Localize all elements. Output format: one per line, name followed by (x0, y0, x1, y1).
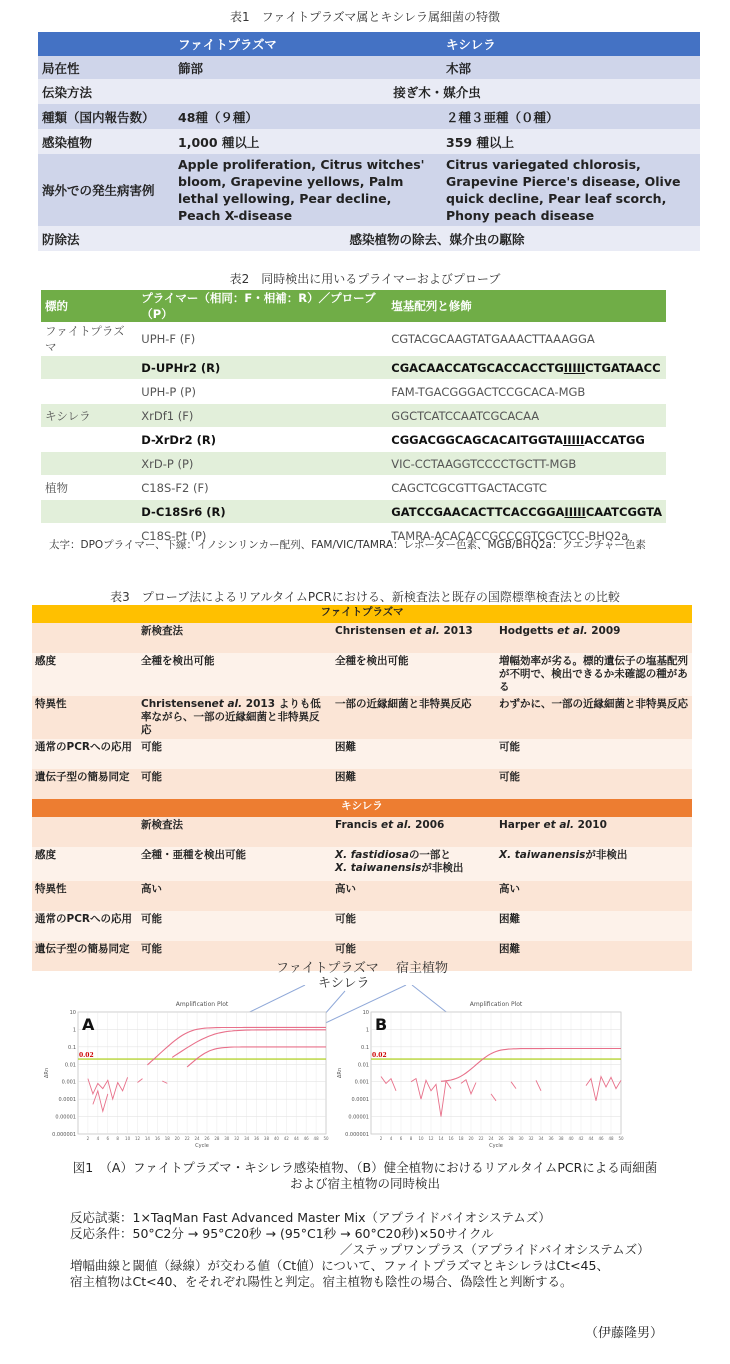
row-target: キシレラ (41, 404, 137, 428)
italic-text: X. fastidiosa (335, 849, 409, 861)
row-primer: XrDf1 (F) (137, 404, 387, 428)
x-tick-label: 20 (174, 1136, 180, 1141)
x-tick-label: 16 (448, 1136, 454, 1141)
row-cell (332, 847, 496, 881)
table2-header-seq: 塩基配列と修飾 (387, 290, 666, 323)
cell-text: 特異性 (35, 883, 67, 895)
cell-phyto: Apple proliferation, Citrus witches' bloom, Grapevine yellows, Palm lethal yellowing, Pear decline, Peach X-disease (174, 154, 442, 226)
cell-text: 可能 (335, 913, 356, 925)
x-tick-label: 8 (409, 1136, 413, 1141)
table-row (41, 500, 666, 524)
x-tick-label: 6 (399, 1136, 403, 1141)
row-primer: UPH-P (P) (137, 380, 387, 404)
row-cell (496, 847, 692, 881)
row-seq: CGTACGCAAGTATGAAACTTAAAGGA (387, 323, 666, 356)
cell-text: 感度 (35, 849, 56, 861)
cell-text: 全種を検出可能 (141, 655, 215, 667)
cell-text: 可能 (141, 943, 162, 955)
plot-title: Amplification Plot (469, 1001, 523, 1008)
table-row (32, 911, 692, 941)
x-tick-label: 36 (254, 1136, 260, 1141)
ref-etal: et al. (553, 625, 588, 637)
row-label (32, 847, 138, 881)
italic-text: X. taiwanensis (335, 862, 422, 874)
cell-text: Christensen (141, 698, 212, 710)
table-row (38, 56, 700, 79)
row-cell (496, 941, 692, 971)
x-tick-label: 36 (548, 1136, 554, 1141)
table1-caption: 表1 ファイトプラズマ属とキシレラ属細菌の特徴 (229, 10, 501, 24)
italic-text: et al. (211, 698, 243, 710)
cell-text: 可能 (499, 771, 520, 783)
row-primer: C18S-F2 (F) (137, 476, 387, 500)
cell-text: 通常のPCRへの応用 (35, 913, 132, 925)
x-tick-label: 30 (224, 1136, 230, 1141)
y-tick-label: 0.000001 (345, 1132, 369, 1138)
figure-caption-line1: 図1 （A）ファイトプラズマ・キシレラ感染植物、（B）健全植物におけるリアルタイムPCRによる両細菌 (72, 1160, 658, 1175)
table3-header-empty (32, 817, 138, 847)
row-seq: TAMRA-ACACACCGCCCGTCGCTCC-BHQ2a (387, 524, 666, 548)
threshold-label: 0.02 (79, 1052, 94, 1060)
table3-header-empty (32, 623, 138, 653)
cell-text: 2013 よりも低率ながら、一部の近縁細菌と非特異反応 (141, 698, 321, 736)
y-axis-label: ΔRn (44, 1067, 50, 1079)
row-target: 植物 (41, 476, 137, 500)
table1-header-empty (38, 32, 174, 56)
x-tick-label: 20 (468, 1136, 474, 1141)
cell-merged: 感染植物の除去、媒介虫の駆除 (174, 226, 700, 251)
table1-header-row (38, 32, 700, 56)
x-tick-label: 10 (125, 1136, 131, 1141)
table-row (41, 428, 666, 452)
italic-text: X. taiwanensis (499, 849, 586, 861)
row-target (41, 428, 137, 452)
row-cell (496, 881, 692, 911)
x-tick-label: 24 (488, 1136, 494, 1141)
desc-line: 宿主植物はCt<40、をそれぞれ陽性と判定。宿主植物も陰性の場合、偽陰性と判断する。 (70, 1274, 573, 1289)
y-tick-label: 0.000001 (52, 1132, 76, 1138)
table3 (32, 605, 692, 971)
row-cell (496, 911, 692, 941)
cell-phyto: 48種（９種） (174, 104, 442, 129)
x-tick-label: 8 (116, 1136, 119, 1141)
row-label: 伝染方法 (38, 79, 174, 104)
y-tick-label: 0.001 (61, 1079, 76, 1086)
table-row (41, 356, 666, 380)
row-label: 防除法 (38, 226, 174, 251)
cell-text: 高い (335, 883, 356, 895)
row-primer: D-UPHr2 (R) (137, 356, 387, 380)
table-row (38, 104, 700, 129)
x-tick-label: 40 (273, 1136, 279, 1141)
row-cell (496, 696, 692, 739)
row-label (32, 941, 138, 971)
row-seq: CAGCTCGCGTTGACTACGTC (387, 476, 666, 500)
table-row (41, 452, 666, 476)
x-tick-label: 30 (518, 1136, 524, 1141)
x-tick-label: 34 (538, 1136, 544, 1141)
cell-xylella: Citrus variegated chlorosis, Grapevine Pierce's disease, Olive quick decline, Pear leaf scorch, Phony peach disease (442, 154, 700, 226)
x-tick-label: 10 (418, 1136, 424, 1141)
table1-header-xylella: キシレラ (442, 32, 700, 56)
amplification-plot-a (40, 998, 330, 1148)
row-cell (138, 847, 332, 881)
amplification-plot-b (333, 998, 625, 1148)
row-cell (332, 739, 496, 769)
ref-author: Harper (499, 819, 540, 831)
row-cell (496, 739, 692, 769)
x-tick-label: 50 (618, 1136, 624, 1141)
table2-header-row (41, 290, 666, 323)
seq-part: CGGACGGCAGCACAITGGTA (391, 432, 563, 447)
y-tick-label: 10 (362, 1010, 369, 1016)
row-cell (332, 881, 496, 911)
cell-xylella: ２種３亜種（０種） (442, 104, 700, 129)
table-row (32, 881, 692, 911)
cell-text: 可能 (335, 943, 356, 955)
ref-year: 2010 (574, 819, 607, 831)
y-tick-label: 0.0001 (58, 1097, 76, 1104)
table2-note: 太字：DPOプライマー、下線：イノシンリンカー配列、FAM/VIC/TAMRA：レポーター色素、MGB/BHQ2a：クエンチャー色素 (49, 539, 646, 551)
seq-part: CAATCGGTA (585, 504, 662, 519)
y-tick-label: 0.1 (361, 1044, 369, 1051)
x-tick-label: 34 (244, 1136, 250, 1141)
plot-frame (371, 1012, 621, 1134)
ref-etal: et al. (377, 819, 412, 831)
x-tick-label: 42 (578, 1136, 584, 1141)
y-axis-label: ΔRn (337, 1067, 343, 1079)
table3-xylella-body (32, 847, 692, 971)
ref-year: 2013 (439, 625, 473, 637)
row-label (32, 696, 138, 739)
row-seq: FAM-TGACGGGACTCCGCACA-MGB (387, 380, 666, 404)
row-cell (138, 653, 332, 696)
row-cell (138, 881, 332, 911)
table2-header-primer: プライマー（相同：F・相補：R）／プローブ（P） (137, 290, 387, 323)
ref-etal: et al. (539, 819, 574, 831)
row-cell (332, 769, 496, 799)
y-tick-label: 1 (72, 1027, 76, 1034)
row-cell (138, 739, 332, 769)
x-tick-label: 48 (608, 1136, 614, 1141)
x-tick-label: 38 (558, 1136, 564, 1141)
row-cell (138, 769, 332, 799)
row-target: ファイトプラズマ (41, 323, 137, 356)
row-primer: D-C18Sr6 (R) (137, 500, 387, 524)
x-tick-label: 40 (568, 1136, 574, 1141)
cell-text: わずかに、一部の近縁細菌と非特異反応 (499, 698, 688, 710)
row-target (41, 452, 137, 476)
cell-text: 増幅効率が劣る。標的遺伝子の塩基配列が不明で、検出できるか未確認の種がある (499, 655, 688, 693)
row-cell (332, 653, 496, 696)
row-cell (138, 911, 332, 941)
table2-caption: 表2 同時検出に用いるプライマーおよびプローブ (229, 272, 501, 286)
y-tick-label: 0.1 (68, 1044, 76, 1051)
cell-text: 可能 (141, 741, 162, 753)
x-tick-label: 38 (263, 1136, 270, 1141)
x-tick-label: 28 (214, 1136, 220, 1141)
table3-phyto-body (32, 653, 692, 799)
cell-text: の一部と (408, 849, 451, 861)
table-row (32, 847, 692, 881)
seq-part: CTGATAACC (585, 360, 661, 375)
cell-phyto: 篩部 (174, 56, 442, 79)
table-row (38, 79, 700, 104)
cell-text: 困難 (499, 913, 520, 925)
table-row (41, 404, 666, 428)
ref-etal: et al. (405, 625, 440, 637)
table3-phyto-title: ファイトプラズマ (32, 605, 692, 623)
y-tick-label: 0.01 (64, 1062, 76, 1069)
cell-text: が非検出 (421, 862, 464, 874)
row-seq (387, 428, 666, 452)
table3-xylella-title-row (32, 799, 692, 817)
x-tick-label: 24 (194, 1136, 200, 1141)
x-tick-label: 12 (428, 1136, 434, 1141)
seq-part: ACCATGG (584, 432, 645, 447)
cell-text: 可能 (141, 771, 162, 783)
table-row (32, 769, 692, 799)
x-tick-label: 6 (106, 1136, 110, 1141)
row-label: 局在性 (38, 56, 174, 79)
x-tick-label: 26 (204, 1136, 210, 1141)
cell-text: 特異性 (35, 698, 67, 710)
row-label: 海外での発生病害例 (38, 154, 174, 226)
table3-xylella-title: キシレラ (32, 799, 692, 817)
x-tick-label: 42 (283, 1136, 289, 1141)
cell-text: 可能 (499, 741, 520, 753)
cell-text: 全種・亜種を検出可能 (141, 849, 246, 861)
legend-phyto: ファイトプラズマ (276, 961, 379, 976)
plot-title: Amplification Plot (175, 1001, 229, 1008)
row-label (32, 739, 138, 769)
x-tick-label: 44 (293, 1136, 299, 1141)
cell-text: 遺伝子型の簡易同定 (35, 943, 130, 955)
table-row (41, 323, 666, 356)
x-tick-label: 22 (184, 1136, 190, 1141)
inosine-linker: IIIII (562, 432, 585, 447)
row-label: 種類（国内報告数） (38, 104, 174, 129)
ref-year: 2009 (587, 625, 621, 637)
row-target (41, 500, 137, 524)
panel-label: A (82, 1015, 95, 1034)
x-tick-label: 18 (164, 1136, 170, 1141)
row-target (41, 356, 137, 380)
x-axis-label: Cycle (195, 1143, 209, 1148)
row-seq: GGCTCATCCAATCGCACAA (387, 404, 666, 428)
x-tick-label: 46 (303, 1136, 309, 1141)
ref-author: Francis (335, 819, 378, 831)
threshold-label: 0.02 (372, 1052, 387, 1060)
ref-author: Hodgetts (499, 625, 554, 637)
cell-merged: 接ぎ木・媒介虫 (174, 79, 700, 104)
row-primer: D-XrDr2 (R) (137, 428, 387, 452)
figure-caption-line2: および宿主植物の同時検出 (289, 1176, 440, 1191)
row-cell (332, 911, 496, 941)
x-tick-label: 28 (508, 1136, 514, 1141)
row-label (32, 769, 138, 799)
table1 (38, 32, 700, 251)
x-tick-label: 32 (528, 1136, 534, 1141)
cell-text: 可能 (141, 913, 162, 925)
row-target (41, 380, 137, 404)
cell-text: 困難 (335, 741, 356, 753)
x-tick-label: 14 (144, 1136, 150, 1141)
x-tick-label: 16 (154, 1136, 160, 1141)
cell-text: 高い (141, 883, 162, 895)
y-tick-label: 10 (69, 1010, 76, 1016)
x-tick-label: 46 (598, 1136, 604, 1141)
cell-text: 全種を検出可能 (335, 655, 409, 667)
table-row (38, 154, 700, 226)
desc-line: 反応条件：50°C2分 → 95°C20秒 → (95°C1秒 → 60°C20秒)×50サイクル (70, 1226, 494, 1241)
y-tick-label: 0.0001 (351, 1097, 369, 1104)
table-row (41, 380, 666, 404)
cell-phyto: 1,000 種以上 (174, 129, 442, 154)
cell-text: 遺伝子型の簡易同定 (35, 771, 130, 783)
ref-year: 2006 (411, 819, 445, 831)
x-tick-label: 14 (438, 1136, 444, 1141)
row-seq (387, 356, 666, 380)
row-cell (332, 696, 496, 739)
y-tick-label: 0.001 (354, 1079, 369, 1086)
x-tick-label: 44 (588, 1136, 594, 1141)
row-seq: VIC-CCTAAGGTCCCCTGCTT-MGB (387, 452, 666, 476)
x-tick-label: 12 (134, 1136, 141, 1141)
x-tick-label: 50 (323, 1136, 329, 1141)
row-cell (496, 653, 692, 696)
x-tick-label: 4 (96, 1136, 100, 1141)
row-label (32, 881, 138, 911)
cell-text: 困難 (335, 771, 356, 783)
cell-xylella: 木部 (442, 56, 700, 79)
x-tick-label: 48 (313, 1136, 319, 1141)
table3-header-ref1 (332, 623, 496, 653)
ref-author: Christensen (335, 625, 406, 637)
table3-phyto-title-row (32, 605, 692, 623)
x-axis-label: Cycle (489, 1143, 503, 1148)
table-row (32, 739, 692, 769)
row-primer: UPH-F (F) (137, 323, 387, 356)
inosine-linker: IIIII (563, 360, 586, 375)
panel-label: B (375, 1015, 388, 1034)
row-primer: XrD-P (P) (137, 452, 387, 476)
row-label: 感染植物 (38, 129, 174, 154)
seq-part: GATCCGAACACTTCACCGGA (391, 504, 565, 519)
table2-header-target: 標的 (41, 290, 137, 323)
y-tick-label: 0.00001 (55, 1114, 76, 1121)
desc-line: ／ステップワンプラス（アプライドバイオシステムズ） (340, 1242, 650, 1257)
table-row (38, 129, 700, 154)
cell-text: 一部の近縁細菌と非特異反応 (335, 698, 472, 710)
cell-text: 感度 (35, 655, 56, 667)
x-tick-label: 2 (379, 1136, 383, 1141)
row-cell (138, 696, 332, 739)
x-tick-label: 18 (458, 1136, 464, 1141)
row-cell (496, 769, 692, 799)
cell-text: が非検出 (585, 849, 628, 861)
table3-header-ref2 (496, 817, 692, 847)
desc-line: 増幅曲線と閾値（緑線）が交わる値（Ct値）について、ファイトプラズマとキシレラはCt<45、 (70, 1258, 609, 1273)
desc-line: 反応試薬：1×TaqMan Fast Advanced Master Mix（アプライドバイオシステムズ） (70, 1210, 551, 1225)
x-tick-label: 26 (498, 1136, 504, 1141)
table3-header-ref2 (496, 623, 692, 653)
y-tick-label: 1 (365, 1027, 369, 1034)
x-tick-label: 32 (234, 1136, 240, 1141)
table2 (41, 290, 666, 548)
seq-part: CGACAACCATGCACCACCTG (391, 360, 564, 375)
table3-caption: 表3 プローブ法によるリアルタイムPCRにおける、新検査法と既存の国際標準検査法との比較 (110, 590, 620, 604)
row-primer: C18S-Pt (P) (137, 524, 387, 548)
inosine-linker: IIIII (564, 504, 586, 519)
row-label (32, 653, 138, 696)
cell-text: 通常のPCRへの応用 (35, 741, 132, 753)
y-tick-label: 0.01 (357, 1062, 369, 1069)
table3-header-new: 新検査法 (138, 623, 332, 653)
table-row (38, 226, 700, 251)
table-row (32, 696, 692, 739)
table3-phyto-header-row (32, 623, 692, 653)
row-label (32, 911, 138, 941)
legend-host: 宿主植物 (396, 961, 449, 976)
table3-xylella-header-row (32, 817, 692, 847)
x-tick-label: 2 (86, 1136, 90, 1141)
cell-text: 困難 (499, 943, 520, 955)
table-row (32, 653, 692, 696)
x-tick-label: 22 (478, 1136, 484, 1141)
row-seq (387, 500, 666, 524)
author: （伊藤隆男） (585, 1326, 664, 1341)
cell-text: 高い (499, 883, 520, 895)
table3-header-new: 新検査法 (138, 817, 332, 847)
cell-xylella: 359 種以上 (442, 129, 700, 154)
x-tick-label: 4 (389, 1136, 393, 1141)
y-tick-label: 0.00001 (348, 1114, 369, 1121)
table-row (41, 476, 666, 500)
table3-header-ref1 (332, 817, 496, 847)
table1-header-phyto: ファイトプラズマ (174, 32, 442, 56)
legend-xylella: キシレラ (318, 976, 370, 991)
